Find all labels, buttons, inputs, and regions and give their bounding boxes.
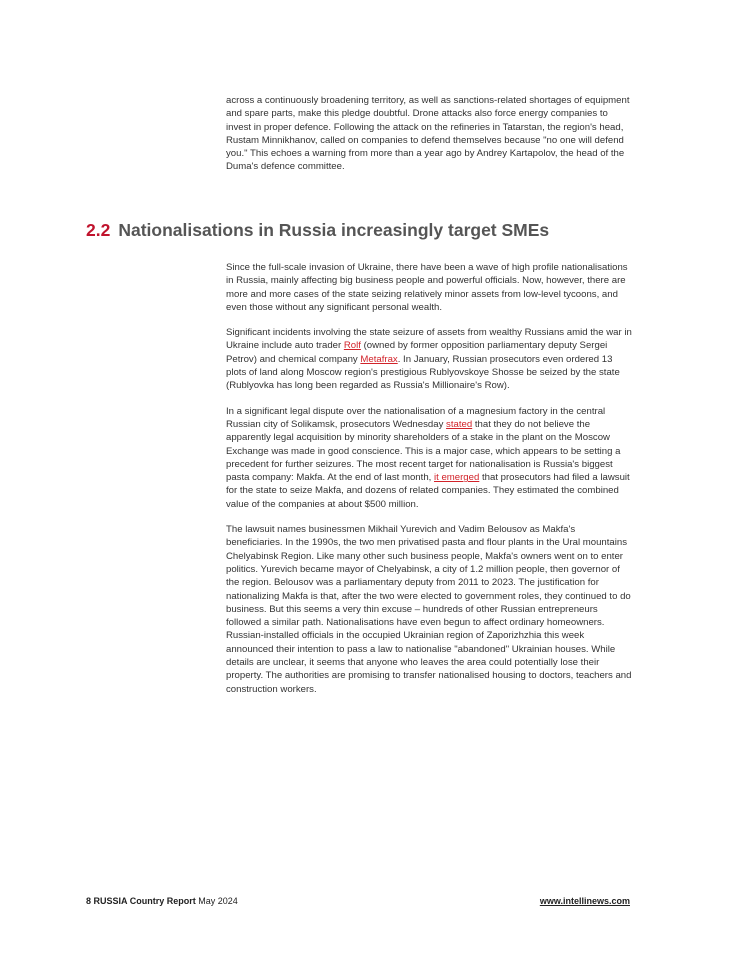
website-link[interactable]: www.intellinews.com bbox=[539, 896, 630, 906]
paragraph-3-text-c: that prosecutors had filed a lawsuit for the state to seize Makfa, and dozens of related companies. They estimated the combined value of the companies at about $500 million. bbox=[226, 472, 630, 510]
footer-left bbox=[86, 896, 238, 906]
paragraph-2 bbox=[226, 326, 632, 392]
paragraph-1: Since the full-scale invasion of Ukraine, there have been a wave of high profile nationalisations in Russia, mainly affecting big business people and powerful officials. Now, however, there are more and more cases of the state seizing relatively minor assets from low-level tycoons, and even those without any significant personal wealth. bbox=[226, 262, 628, 313]
link-metafrax[interactable]: Metafrax bbox=[360, 353, 398, 365]
paragraph-3-text-a: In a significant legal dispute over the nationalisation of a magnesium factory in the central Russian city of Solikamsk, prosecutors Wednesday bbox=[226, 405, 606, 430]
paragraph-2-text-b: (owned by former opposition parliamentary deputy Sergei Petrov) and chemical company bbox=[226, 340, 608, 365]
paragraph-3-text-b: that they do not believe the apparently legal acquisition by minority shareholders of a stake in the plant on the Moscow Exchange was made in good conscience. This is a major case, which appears to be setting a precedent for further seizures. The most recent target for nationalisation is Russia's biggest pasta company: Makfa. At the end of last month, bbox=[226, 418, 621, 484]
paragraph-4: The lawsuit names businessmen Mikhail Yurevich and Vadim Belousov as Makfa's beneficiaries. In the 1990s, the two men privatised pasta and flour plants in the Ural mountains Chelyabinsk Region. Like many other such business people, Makfa's owners went on to enter politics. Yurevich became mayor of Chelyabinsk, a city of 1.2 million people, then governor of the region. Belousov was a parliamentary deputy from 2011 to 2023. The justification for nationalizing Makfa is that, after the two were elected to government roles, they continued to do business. But this seems a very thin excuse – hundreds of other Russian entrepreneurs followed a similar path. Nationalisations have even begun to affect ordinary homeowners. Russian-installed officials in the occupied Ukrainian region of Zaporizhzhia this week announced their intention to pass a law to nationalise "abandoned" Ukrainian houses. While details are unclear, it seems that anyone who leaves the area could potentially lose their property. The authorities are promising to transfer nationalised housing to doctors, teachers and construction workers. bbox=[226, 524, 632, 695]
section-heading bbox=[86, 220, 646, 241]
report-name: RUSSIA Country Report bbox=[93, 896, 196, 906]
paragraph-2-text-a: Significant incidents involving the state seizure of assets from wealthy Russians amid the war in Ukraine include auto trader bbox=[226, 327, 632, 352]
section-body bbox=[226, 261, 632, 708]
continuation-paragraph: across a continuously broadening territory, as well as sanctions-related shortages of equipment and spare parts, make this pledge doubtful. Drone attacks also force energy companies to invest in proper defence. Following the attack on the refineries in Tatarstan, the region's head, Rustam Minnikhanov, called on companies to defend themselves because "no one will defend you." This echoes a warning from more than a year ago by Andrey Kartapolov, the head of the Duma's defence committee. bbox=[226, 95, 630, 173]
link-it-emerged[interactable]: it emerged bbox=[433, 472, 480, 484]
paragraph-3 bbox=[226, 405, 632, 511]
section-title: Nationalisations in Russia increasingly target SMEs bbox=[118, 220, 550, 240]
paragraph-2-text-c: . In January, Russian prosecutors even ordered 13 plots of land along Moscow region's prestigious Rublyovskoye Shosse be seized by the state (Rublyovka has long been regarded as Russia's Millionaire's Row). bbox=[226, 353, 620, 392]
link-rolf[interactable]: Rolf bbox=[343, 340, 361, 352]
section-number: 2.2 bbox=[86, 220, 111, 240]
page-number: 8 bbox=[86, 896, 92, 906]
continuation-text-block bbox=[226, 94, 632, 186]
report-date: May 2024 bbox=[198, 896, 238, 906]
link-stated[interactable]: stated bbox=[446, 418, 473, 430]
